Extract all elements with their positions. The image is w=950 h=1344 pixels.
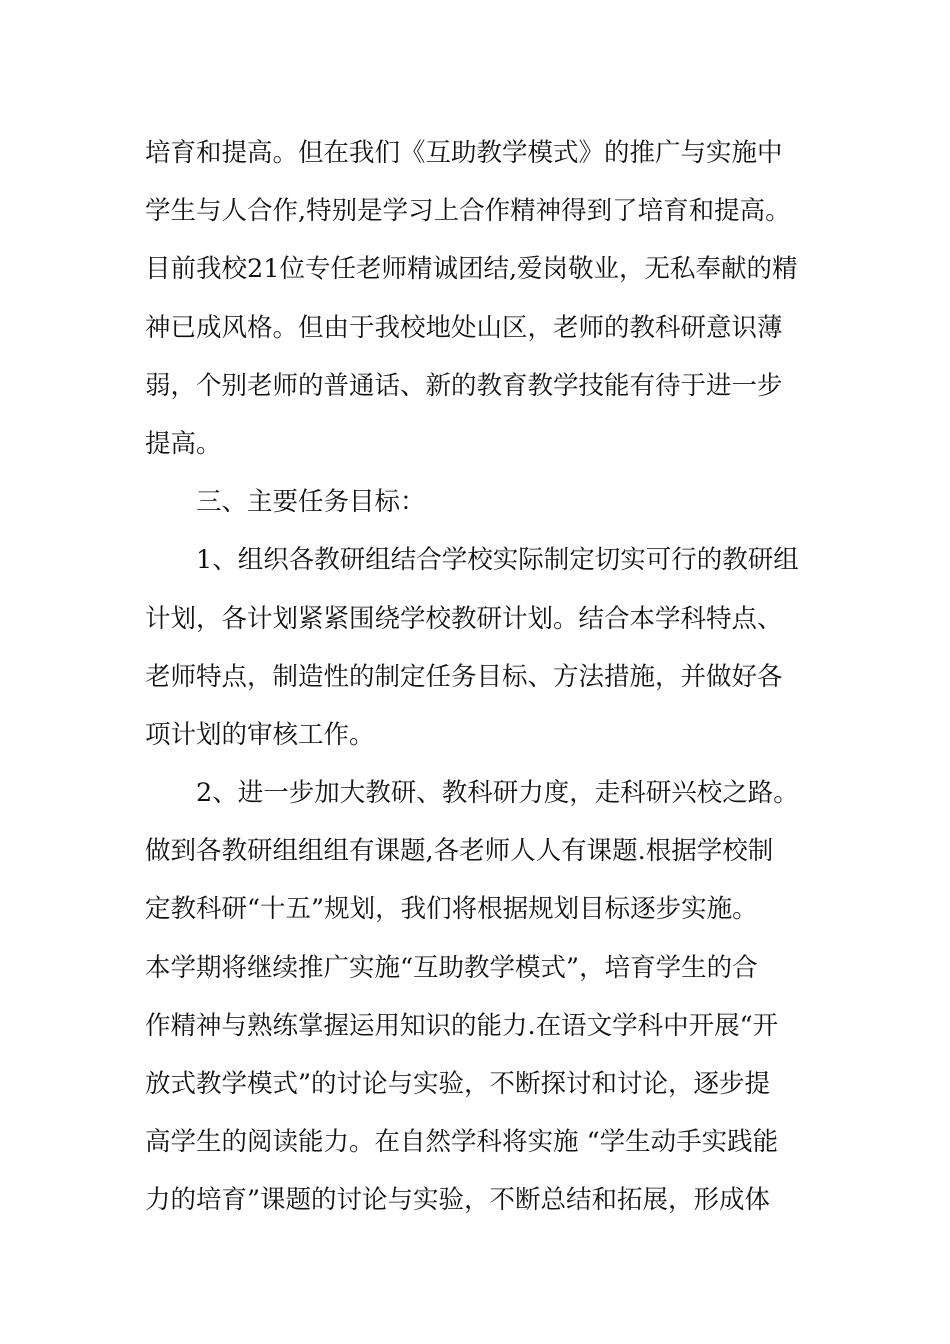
text-line: 本学期将继续推广实施“互助教学模式”，培育学生的合	[145, 952, 758, 983]
text-line: 做到各教研组组组有课题,各老师人人有课题.根据学校制	[145, 836, 774, 867]
document-body	[145, 124, 813, 1230]
text-line: 弱，个别老师的普通话、新的教育教学技能有待于进一步	[145, 370, 783, 401]
text-line: 定教科研“十五”规划，我们将根据规划目标逐步实施。	[145, 894, 758, 925]
text-line: 培育和提高。但在我们《互助教学模式》的推广与实施中	[145, 138, 783, 168]
text-line: 放式教学模式”的讨论与实验，不断探讨和讨论，逐步提	[145, 1069, 771, 1099]
text-line: 提高。	[145, 428, 222, 459]
text-line: 神已成风格。但由于我校地处山区，老师的教科研意识薄	[145, 312, 783, 343]
text-line: 项计划的审核工作。	[145, 719, 375, 750]
text-line: 1、组织各教研组结合学校实际制定切实可行的教研组	[196, 545, 799, 576]
text-line: 三、主要任务目标：	[196, 487, 426, 518]
text-line: 2、进一步加大教研、教科研力度，走科研兴校之路。	[196, 778, 799, 809]
text-line: 学生与人合作,特别是学习上合作精神得到了培育和提高。	[145, 196, 791, 227]
text-line: 高学生的阅读能力。在自然学科将实施 “学生动手实践能	[145, 1127, 779, 1158]
text-line: 作精神与熟练掌握运用知识的能力.在语文学科中开展“开	[145, 1010, 779, 1041]
text-line: 老师特点，制造性的制定任务目标、方法措施，并做好各	[145, 661, 783, 692]
text-line: 力的培育”课题的讨论与实验，不断总结和拓展，形成体	[145, 1185, 771, 1216]
text-line: 计划，各计划紧紧围绕学校教研计划。结合本学科特点、	[145, 603, 783, 634]
text-line: 目前我校21位专任老师精诚团结,爱岗敬业，无私奉献的精	[145, 254, 798, 285]
